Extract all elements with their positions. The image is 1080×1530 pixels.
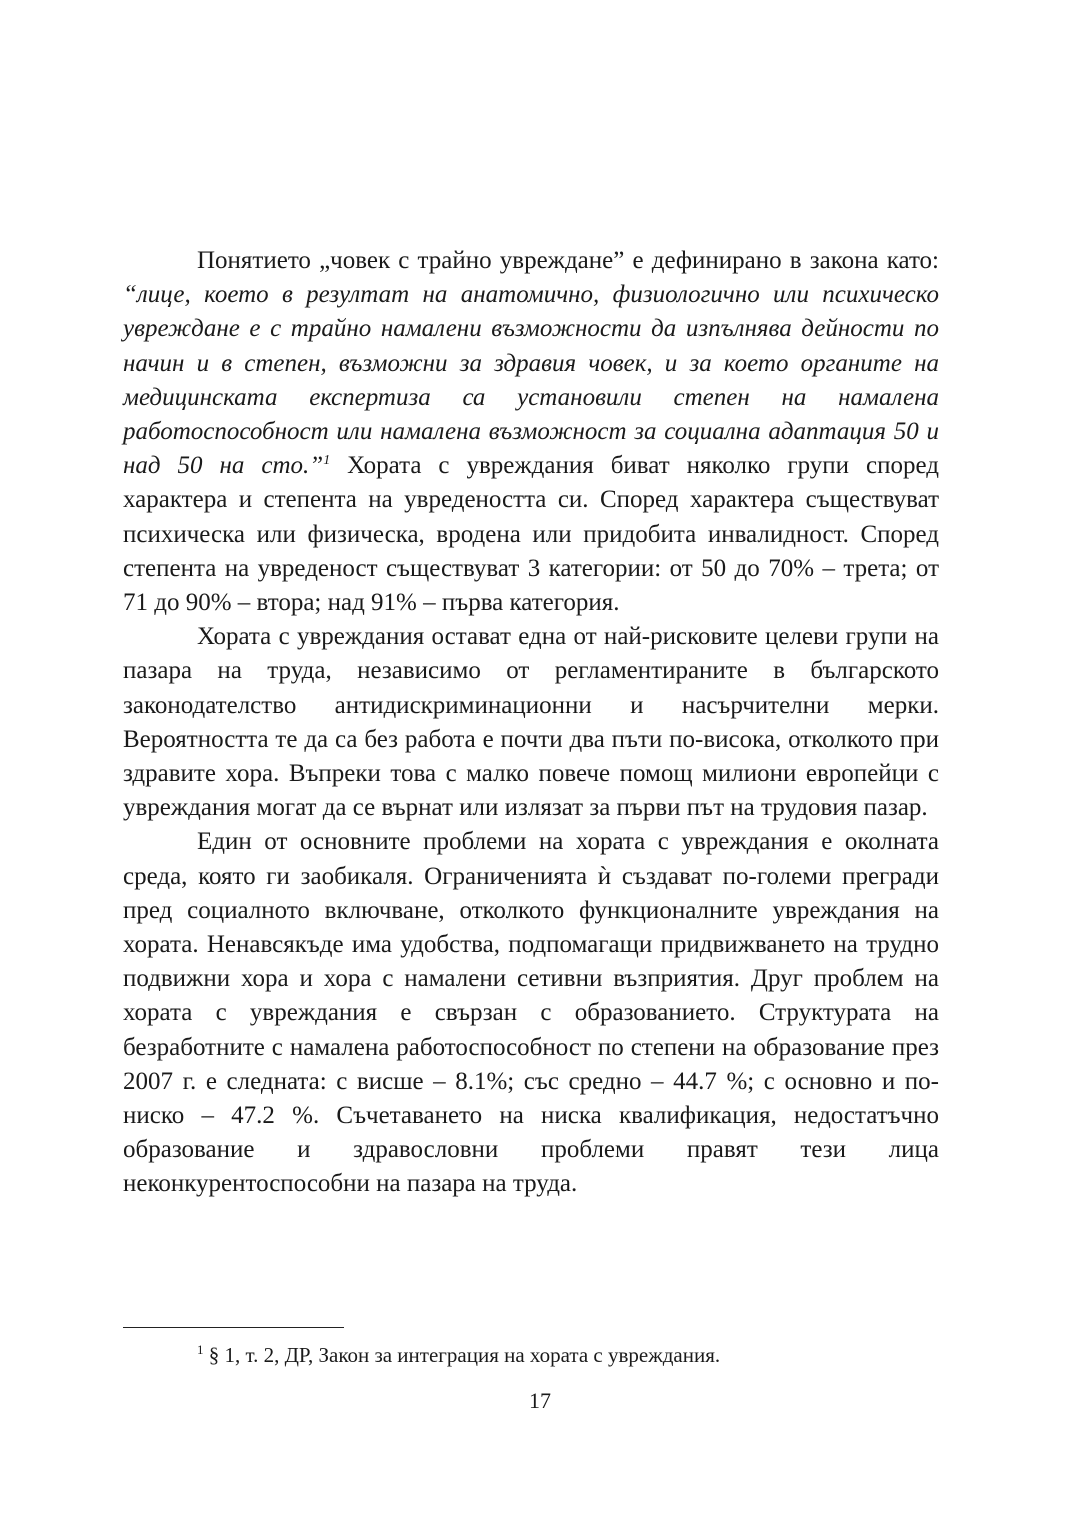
definition-continuation: Хората с увреждания биват няколко групи според характера и степента на увредеността си. Според характера съществуват психическа или физическа, вродена или придобита инвалидност. Според степента на увреденост съществуват 3 категории: от 50 до 70% – трета; от 71 до 90% – втора; над 91% – първа категория. bbox=[123, 452, 939, 617]
footnote-number: 1 bbox=[197, 1342, 204, 1357]
paragraph-definition bbox=[123, 244, 939, 620]
footnote bbox=[197, 1342, 720, 1368]
paragraph-environment: Един от основните проблеми на хората с увреждания е околната среда, която ги заобикаля. Ограниченията ѝ създават по-големи прегради пред социалното включване, отколкото функционалните увреждания на хората. Ненавсякъде има удобства, подпомагащи придвижването на трудно подвижни хора и хора с намалени сетивни възприятия. Друг проблем на хората с увреждания е свързан с образованието. Структурата на безработните с намалена работоспособност по степени на образование през 2007 г. е следната: с висше – 8.1%; със средно – 44.7 %; с основно и по-ниско – 47.2 %. Съчетаването на ниска квалификация, недостатъчно образование и здравословни проблеми правят тези лица неконкурентоспособни на пазара на труда. bbox=[123, 828, 939, 1198]
footnote-text: § 1, т. 2, ДР, Закон за интеграция на хората с увреждания. bbox=[203, 1343, 721, 1367]
footnote-reference[interactable]: 1 bbox=[323, 453, 331, 469]
legal-definition-quote: “лице, което в резултат на анатомично, физиологично или психическо увреждане е с трайно намалени възможности да изпълнява дейности по начин и в степен, възможни за здравия човек, и за което органите на медицинската експертиза са установили степен на намалена работоспособност или намалена възможност за социална адаптация 50 и над 50 на сто.” bbox=[123, 281, 939, 480]
definition-intro: Понятието „човек с трайно увреждане” е дефинирано в закона като: bbox=[197, 247, 939, 274]
paragraph-labour-market: Хората с увреждания остават една от най-рисковите целеви групи на пазара на труда, независимо от регламентираните в българското законодателство антидискриминационни и насърчителни мерки. Вероятността те да са без работа е почти два пъти по-висока, отколкото при здравите хора. Въпреки това с малко повече помощ милиони европейци с увреждания могат да се върнат или излязат за първи път на трудовия пазар. bbox=[123, 623, 939, 822]
body-text bbox=[123, 244, 939, 1202]
page-number: 17 bbox=[529, 1388, 551, 1413]
footnote-separator bbox=[123, 1327, 344, 1328]
